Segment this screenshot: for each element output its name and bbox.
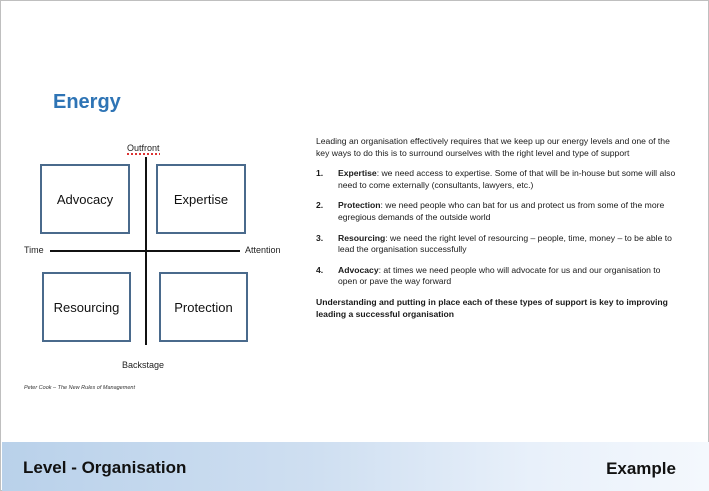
footer-band — [2, 442, 709, 491]
list-text: : we need access to expertise. Some of that will be in-house but some will also need to come externally (consultants, lawyers, etc.) — [338, 168, 676, 190]
list-number: 4. — [316, 264, 324, 275]
list-item — [316, 233, 678, 256]
intro-paragraph: Leading an organisation effectively requires that we keep up our energy levels and one of the key ways to do this is to surround ourselves with the right level and type of support — [316, 136, 670, 158]
list-number: 1. — [316, 168, 324, 179]
axis-label-outfront-text: Outfront — [127, 143, 160, 153]
body-text — [316, 136, 678, 320]
list-term: Advocacy — [338, 264, 379, 275]
quadrant-expertise-label: Expertise — [173, 191, 229, 207]
list-text: : we need people who can bat for us and protect us from some of the more egregious demands of the outside world — [338, 200, 665, 222]
quadrant-protection-label: Protection — [174, 299, 233, 315]
source-credit: Peter Cook – The New Rules of Management — [24, 385, 135, 391]
quadrant-resourcing — [42, 272, 131, 342]
quadrant-protection — [159, 272, 248, 342]
slide-title: Energy — [53, 91, 121, 113]
list-term: Expertise — [338, 168, 377, 179]
list-text: : we need the right level of resourcing – people, time, money – to be able to lead the organisation successfully — [338, 232, 672, 255]
axis-label-backstage: Backstage — [122, 360, 165, 370]
list-number: 3. — [316, 232, 324, 243]
footer-example-label: Example — [606, 459, 676, 478]
list-text: : at times we need people who will advocate for us and our organisation to open or pave the way forward — [338, 264, 661, 287]
quadrant-advocacy-label: Advocacy — [56, 191, 114, 207]
axis-label-time: Time — [24, 245, 44, 255]
footer-level-label: Level - Organisation — [23, 458, 187, 477]
list-item — [316, 265, 678, 288]
spellcheck-underline — [127, 153, 160, 155]
quadrant-expertise — [156, 164, 246, 234]
list-term: Resourcing — [338, 232, 386, 243]
conclusion-paragraph: Understanding and putting in place each of these types of support is key to improving leading a successful organisation — [316, 296, 668, 319]
support-list — [316, 168, 678, 288]
list-term: Protection — [338, 200, 381, 211]
list-item — [316, 200, 678, 223]
axis-label-outfront — [127, 143, 160, 153]
list-item — [316, 168, 678, 191]
quadrant-advocacy — [40, 164, 130, 234]
quadrant-resourcing-label: Resourcing — [53, 299, 120, 315]
horizontal-axis-line — [50, 250, 240, 252]
axis-label-attention: Attention — [245, 245, 281, 255]
list-number: 2. — [316, 200, 324, 211]
